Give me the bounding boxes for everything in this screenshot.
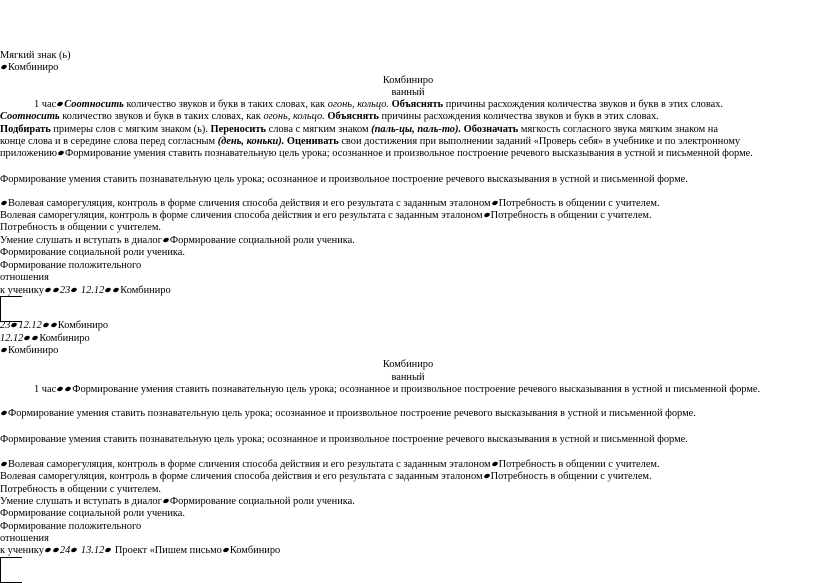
table-cell-box bbox=[0, 296, 22, 322]
project-title: Проект «Пишем письмо bbox=[114, 545, 222, 556]
lesson-type-heading-suffix-2: ванный bbox=[391, 372, 425, 383]
bullet-icon bbox=[0, 347, 7, 353]
lesson-type-heading: Комбиниро bbox=[382, 75, 434, 86]
hours: 1 час bbox=[34, 99, 57, 110]
date-row-2: 23 12.12 Комбиниро bbox=[0, 320, 109, 331]
lesson-type-heading-2: Комбиниро bbox=[382, 359, 434, 370]
dialog-skill-b2: Умение слушать и вступать в диалог Формирование социальной роли ученика. bbox=[0, 496, 355, 507]
bullet-icon bbox=[65, 386, 72, 392]
date-row-4: Комбиниро bbox=[0, 345, 58, 357]
cognitive-ud-b2-2: Формирование умения ставить познавательную цель урока; осознанное и произвольное построение речевого высказывания в устной и письменной форме. bbox=[0, 434, 688, 445]
regulative-ud-1: Волевая саморегуляция, контроль в форме сличения способа действия и его результата с заданным эталоном Потребность в общении с учителем. bbox=[0, 198, 660, 210]
dialog-skill: Умение слушать и вступать в диалог Формирование социальной роли ученика. bbox=[0, 235, 355, 246]
personal-ud-b2-1: Формирование положительного bbox=[0, 521, 142, 532]
date-row-1: к ученику 23 12.12 Комбиниро bbox=[0, 285, 171, 296]
social-role: Формирование социальной роли ученика. bbox=[0, 247, 186, 258]
bullet-icon bbox=[0, 200, 7, 206]
date-row-b2: к ученику 24 13.12 Проект «Пишем письмо Комбиниро bbox=[0, 545, 281, 556]
regulative-ud-b2-2: Волевая саморегуляция, контроль в форме сличения способа действия и его результата с заданным эталоном Потребность в общении с учителем. bbox=[0, 471, 652, 482]
communicative-ud-b2: Потребность в общении с учителем. bbox=[0, 484, 162, 495]
regulative-ud-b2-1: Волевая саморегуляция, контроль в форме сличения способа действия и его результата с заданным эталоном Потребность в общении с учителем. bbox=[0, 459, 660, 471]
bullet-icon bbox=[222, 547, 229, 553]
lesson-topic: Мягкий знак (ь) bbox=[0, 50, 71, 61]
table-cell-box-2 bbox=[0, 557, 22, 583]
bullet-icon bbox=[50, 322, 57, 328]
lesson-type-row bbox=[0, 62, 58, 74]
cognitive-ud-b2-1: Формирование умения ставить познавательную цель урока; осознанное и произвольное построение речевого высказывания в устной и письменной форме. bbox=[0, 408, 696, 420]
bullet-icon bbox=[491, 200, 498, 206]
bullet-icon bbox=[105, 287, 112, 293]
bullet-icon bbox=[24, 335, 31, 341]
bullet-icon bbox=[0, 64, 7, 70]
bullet-icon bbox=[105, 547, 112, 553]
activity-line-5: приложению Формирование умения ставить познавательную цель урока; осознанное и произвольное построение речевого высказывания в устной и письменной форме. bbox=[0, 148, 753, 159]
bullet-icon bbox=[483, 212, 490, 218]
bullet-icon bbox=[42, 322, 49, 328]
lesson-type: Комбиниро bbox=[8, 62, 59, 73]
lesson-type-heading-suffix: ванный bbox=[391, 87, 425, 98]
date-row-3: 12.12 Комбиниро bbox=[0, 333, 90, 344]
lesson-plan-date: 23 bbox=[59, 285, 71, 296]
activity-line-2: Соотносить количество звуков и букв в таких словах, как огонь, кольцо. Объяснять причины расхождения количества звуков и букв в этих словах. bbox=[0, 111, 659, 122]
bullet-icon bbox=[57, 150, 64, 156]
bullet-icon bbox=[11, 322, 18, 328]
bullet-icon bbox=[32, 335, 39, 341]
bullet-icon bbox=[71, 287, 78, 293]
bullet-icon bbox=[483, 473, 490, 479]
personal-ud-1: Формирование положительного bbox=[0, 260, 142, 271]
bullet-icon bbox=[491, 461, 498, 467]
bullet-icon bbox=[0, 461, 7, 467]
bullet-icon bbox=[57, 386, 64, 392]
lesson-actual-date: 13.12 bbox=[80, 545, 105, 556]
communicative-ud: Потребность в общении с учителем. bbox=[0, 222, 162, 233]
bullet-icon bbox=[71, 547, 78, 553]
personal-ud-b2-2: отношения bbox=[0, 533, 49, 544]
activity-line-1: 1 час Соотносить количество звуков и букв в таких словах, как огонь, кольцо. Объяснять причины расхождения количества звуков и букв в этих словах. bbox=[34, 99, 723, 110]
lesson-actual-date: 12.12 bbox=[80, 285, 105, 296]
bullet-icon bbox=[52, 547, 59, 553]
social-role-b2: Формирование социальной роли ученика. bbox=[0, 508, 186, 519]
bullet-icon bbox=[113, 287, 120, 293]
activity-line-3: Подбирать примеры слов с мягким знаком (ь). Переносить слова с мягким знаком (паль-цы, паль-то). Обозначать мягкость согласного звука мягким знаком на bbox=[0, 124, 718, 135]
bullet-icon bbox=[44, 547, 51, 553]
bullet-icon bbox=[162, 237, 169, 243]
personal-ud-2: отношения bbox=[0, 272, 49, 283]
bullet-icon bbox=[162, 498, 169, 504]
activity-line-b2-1: 1 час Формирование умения ставить познавательную цель урока; осознанное и произвольное построение речевого высказывания в устной и письменной форме. bbox=[34, 384, 761, 395]
bullet-icon bbox=[44, 287, 51, 293]
bullet-icon bbox=[0, 410, 7, 416]
activity-line-4: конце слова и в середине слова перед согласным (день, коньки). Оценивать свои достижения при выполнении заданий «Проверь себя» в учебнике и по электронному bbox=[0, 136, 741, 147]
cognitive-ud: Формирование умения ставить познавательную цель урока; осознанное и произвольное построение речевого высказывания в устной и письменной форме. bbox=[0, 174, 688, 185]
lesson-plan-date: 24 bbox=[59, 545, 71, 556]
bullet-icon bbox=[57, 101, 64, 107]
bullet-icon bbox=[52, 287, 59, 293]
regulative-ud-2: Волевая саморегуляция, контроль в форме сличения способа действия и его результата с заданным эталоном Потребность в общении с учителем. bbox=[0, 210, 652, 221]
